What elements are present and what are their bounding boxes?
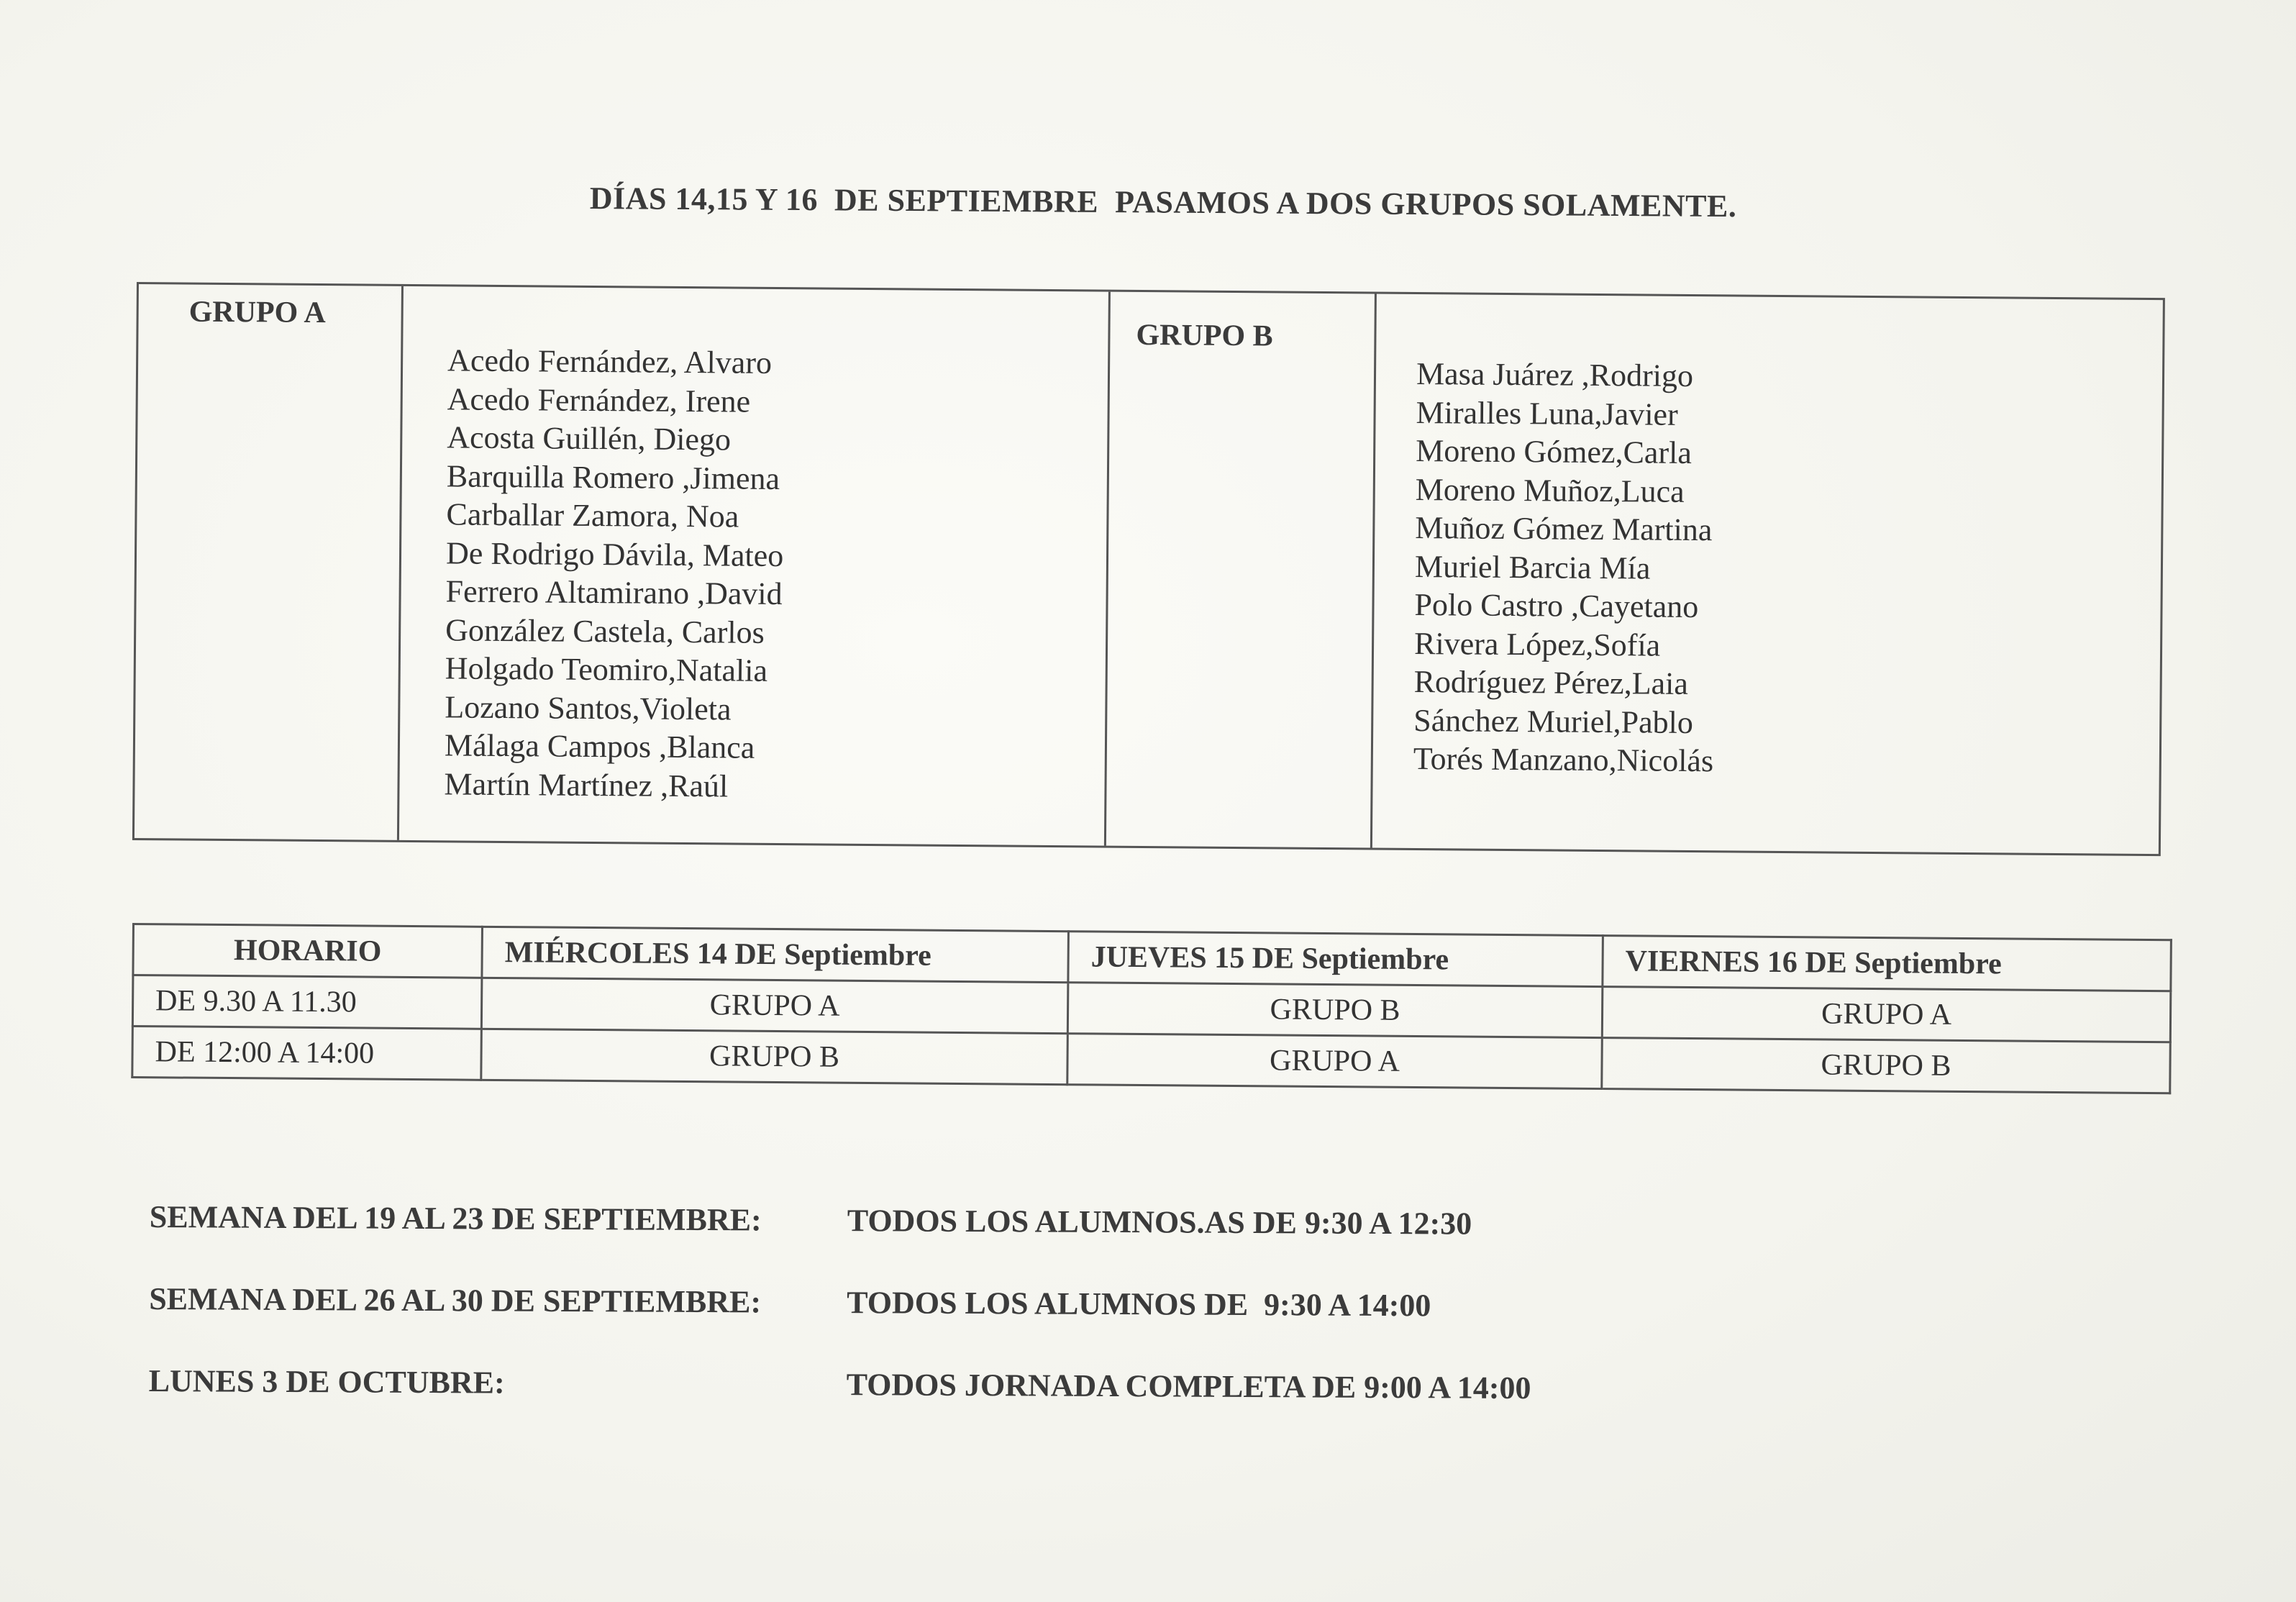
schedule-table — [131, 923, 2172, 1094]
group-a-member: Lozano Santos,Violeta — [445, 688, 732, 727]
note-value: TODOS LOS ALUMNOS.AS DE 9:30 A 12:30 — [847, 1203, 1472, 1242]
schedule-header: HORARIO — [133, 924, 483, 978]
group-a-member: Acedo Fernández, Alvaro — [447, 342, 773, 381]
page-title: DÍAS 14,15 Y 16 DE SEPTIEMBRE PASAMOS A DOS GRUPOS SOLAMENTE. — [589, 180, 1737, 224]
group-a-member: Acosta Guillén, Diego — [447, 419, 732, 458]
note-line — [148, 1362, 2019, 1455]
group-a-member: Acedo Fernández, Irene — [447, 381, 751, 419]
group-b-members-cell — [1372, 294, 2163, 855]
note-line — [149, 1198, 2020, 1291]
group-b-member: Polo Castro ,Cayetano — [1414, 586, 1699, 625]
groups-table — [132, 282, 2165, 856]
group-b-label: GRUPO B — [1136, 318, 1273, 353]
group-a-member: González Castela, Carlos — [445, 611, 765, 650]
group-b-member: Muriel Barcia Mía — [1414, 548, 1651, 586]
group-b-member: Torés Manzano,Nicolás — [1413, 740, 1714, 779]
note-value: TODOS LOS ALUMNOS DE 9:30 A 14:00 — [847, 1285, 1431, 1324]
schedule-cell: GRUPO A — [1067, 1034, 1603, 1089]
schedule-header: JUEVES 15 DE Septiembre — [1068, 932, 1603, 987]
group-b-member: Rivera López,Sofía — [1413, 625, 1661, 663]
schedule-notes — [148, 1198, 2020, 1455]
group-a-members — [444, 341, 785, 806]
note-line — [149, 1280, 2020, 1373]
group-b-member: Sánchez Muriel,Pablo — [1413, 702, 1694, 740]
group-a-member: Barquilla Romero ,Jimena — [446, 458, 780, 496]
group-b-label-cell — [1106, 292, 1377, 848]
group-a-member: De Rodrigo Dávila, Mateo — [445, 534, 784, 573]
group-a-label: GRUPO A — [188, 295, 327, 330]
schedule-cell: GRUPO B — [1067, 983, 1603, 1038]
schedule-time-cell: DE 12:00 A 14:00 — [132, 1027, 482, 1080]
group-a-member: Martín Martínez ,Raúl — [444, 765, 729, 804]
group-a-member: Holgado Teomiro,Natalia — [445, 650, 768, 688]
group-b-member: Miralles Luna,Javier — [1416, 394, 1678, 432]
schedule-cell: GRUPO B — [1602, 1038, 2171, 1093]
schedule-time-cell: DE 9.30 A 11.30 — [132, 975, 482, 1029]
note-value: TODOS JORNADA COMPLETA DE 9:00 A 14:00 — [846, 1367, 1531, 1406]
group-b-members — [1413, 355, 1717, 780]
group-a-member: Málaga Campos ,Blanca — [444, 727, 755, 765]
group-b-member: Rodríguez Pérez,Laia — [1413, 663, 1689, 701]
group-b-member: Masa Juárez ,Rodrigo — [1416, 355, 1694, 393]
schedule-header: MIÉRCOLES 14 DE Septiembre — [482, 927, 1069, 982]
group-b-member: Moreno Muñoz,Luca — [1415, 471, 1685, 509]
schedule-cell: GRUPO B — [481, 1029, 1068, 1084]
group-b-member: Muñoz Gómez Martina — [1415, 509, 1713, 548]
schedule-cell: GRUPO A — [481, 978, 1068, 1033]
schedule-cell: GRUPO A — [1602, 987, 2171, 1042]
note-label: LUNES 3 DE OCTUBRE: — [148, 1362, 505, 1401]
group-a-members-cell — [399, 286, 1111, 846]
note-label: SEMANA DEL 19 AL 23 DE SEPTIEMBRE: — [149, 1199, 762, 1238]
schedule-header: VIERNES 16 DE Septiembre — [1603, 936, 2172, 991]
group-a-label-cell — [135, 284, 404, 840]
group-b-member: Moreno Gómez,Carla — [1416, 432, 1693, 470]
group-a-member: Carballar Zamora, Noa — [446, 496, 739, 534]
note-label: SEMANA DEL 26 AL 30 DE SEPTIEMBRE: — [149, 1280, 762, 1320]
group-a-member: Ferrero Altamirano ,David — [445, 573, 783, 612]
